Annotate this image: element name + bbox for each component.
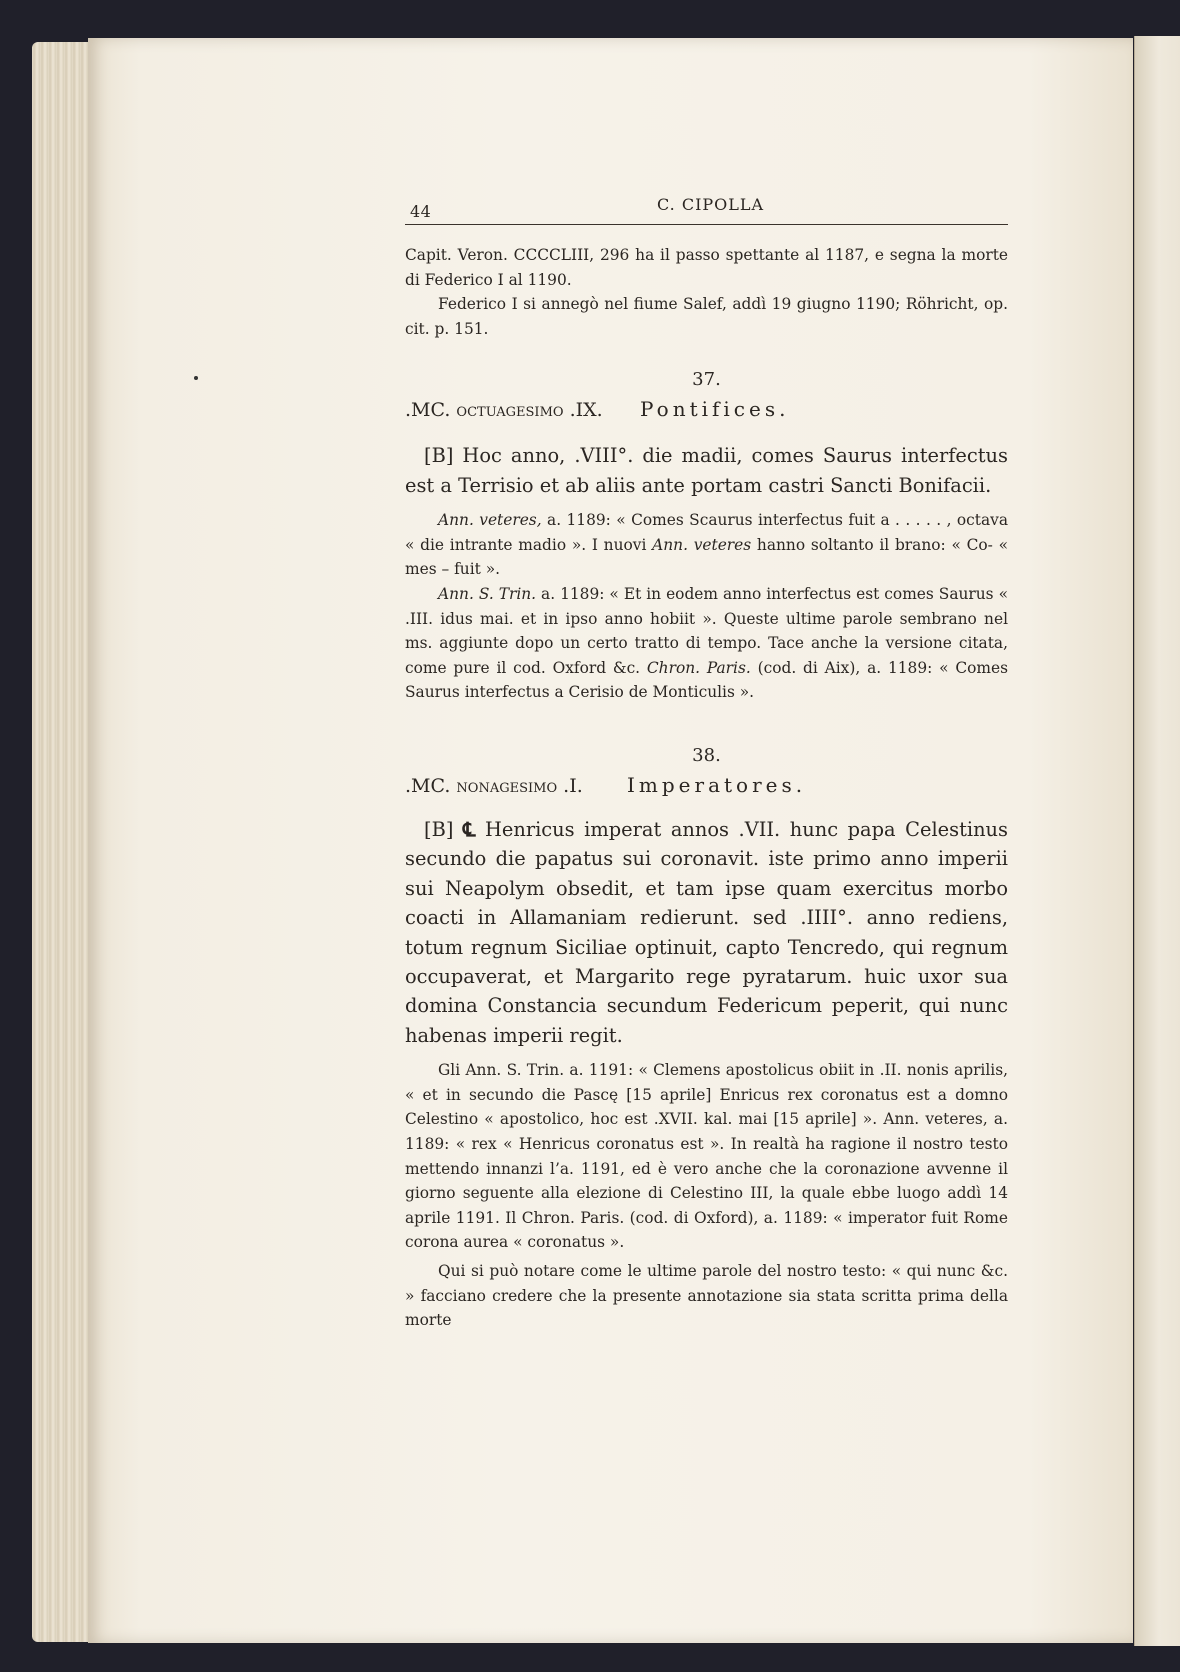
- section-text: [B] Hoc anno, .VIII°. die madii, comes Saurus interfectus est a Terrisio et ab aliis ante portam castri Sancti Bonifacii.: [405, 444, 1008, 497]
- running-head: [405, 190, 1008, 225]
- section-note: [405, 582, 1008, 705]
- note-text: hanno soltanto il brano: « Co- « mes – fuit ».: [405, 535, 1008, 579]
- section-number: 37.: [692, 369, 721, 391]
- section-text: [405, 815, 1008, 1050]
- note-citation: Chron. Paris.: [646, 658, 751, 677]
- intro-note-2: Federico I si annegò nel fiume Salef, addì 19 giugno 1190; Röhricht, op. cit. p. 151.: [405, 295, 1008, 338]
- note-citation: Ann. S. Trin.: [438, 584, 537, 603]
- section-heading-row: [405, 397, 1008, 429]
- section-title: Pontifices.: [640, 397, 790, 422]
- intro-note-1: Capit. Veron. CCCCLIII, 296 ha il passo spettante al 1187, e segna la morte di Federico I al 1190.: [405, 246, 1008, 289]
- note-text: (cod. di Aix), a. 1189: « Comes Saurus interfectus a Cerisio de Monticulis ».: [405, 658, 1009, 702]
- text-prefix: [B]: [424, 817, 463, 841]
- section-number: 38.: [692, 744, 721, 766]
- section-title: Imperatores.: [627, 772, 807, 797]
- note-citation: Ann. veteres: [652, 535, 752, 554]
- note-citation: Ann. veteres,: [438, 511, 542, 530]
- section-year: .MC. nonagesimo .I.: [405, 774, 583, 797]
- section-heading-row: [405, 773, 1008, 805]
- paragraph-mark-icon: ℄: [462, 817, 476, 841]
- note-text: a. 1189: « Et in eodem anno interfectus est comes Saurus « .III. idus mai. et in ipso anno hobiit ». Queste ultime parole sembrano nel ms. aggiunte dopo un certo tratto di tempo. Tace anche la versione citata, come pure il cod. Oxford &c.: [405, 584, 1008, 677]
- section-year: .MC. octuagesimo .IX.: [405, 399, 603, 422]
- section-note: Gli Ann. S. Trin. a. 1191: « Clemens apostolicus obiit in .II. nonis aprilis, « et in secundo die Pascę [15 aprile] Enricus rex coronatus est a domno Celestino « apostolico, hoc est .XVII. kal. mai [15 aprile] ». Ann. veteres, a. 1189: « rex « Henricus coronatus est ». In realtà ha ragione il nostro testo mettendo innanzi l’a. 1191, ed è vero anche che la coronazione avvenne il giorno seguente alla elezione di Celestino III, la quale ebbe luogo addì 14 aprile 1191. Il Chron. Paris. (cod. di Oxford), a. 1189: « imperator fuit Rome corona aurea « coronatus ».: [405, 1061, 1008, 1252]
- facing-page-edge: [1134, 36, 1180, 1646]
- note-text: a. 1189: « Comes Scaurus interfectus fuit a . . . . . , octava « die intrante madio ». I nuovi: [405, 511, 1008, 554]
- ink-speck: [194, 376, 198, 380]
- page-number: 44: [410, 202, 432, 221]
- text-body: Henricus imperat annos .VII. hunc papa Celestinus secundo die papatus sui coronavit. iste primo anno imperii sui Neapolym obsedit, et tam ipse quam exercitus morbo coacti in Allamaniam redierunt. sed .IIII°. anno rediens, totum regnum Siciliae optinuit, capto Tencredo, qui regnum occupaverat, et Margarito rege pyratarum. huic uxor sua domina Constancia secundum Federicum peperit, qui nunc habenas imperii regit.: [405, 817, 1009, 1047]
- running-head-title: C. CIPOLLA: [657, 195, 765, 214]
- page-content: [405, 190, 1008, 1333]
- section-note: [405, 508, 1008, 582]
- section-note: Qui si può notare come le ultime parole del nostro testo: « qui nunc &c. » facciano credere che la presente annotazione sia stata scritta prima della morte: [405, 1261, 1008, 1330]
